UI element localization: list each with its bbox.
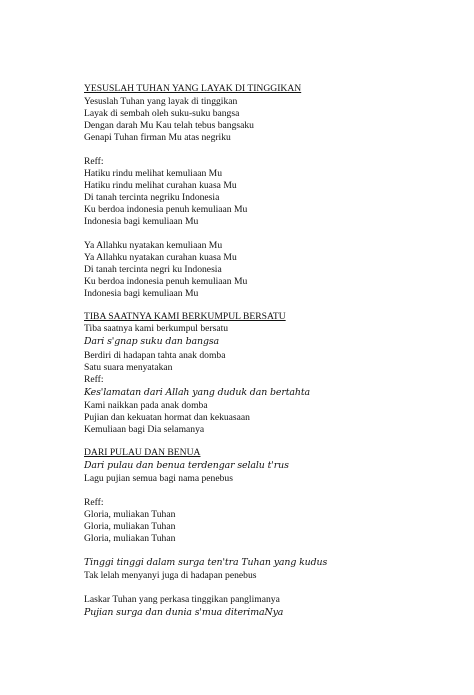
lyric-line: Pujian dan kekuatan hormat dan kekuasaan (84, 412, 250, 423)
lyric-line: Berdiri di hadapan tahta anak domba (84, 350, 226, 361)
lyric-line: Tak lelah menyanyi juga di hadapan penebus (84, 570, 257, 581)
lyric-line: Dari pulau dan benua terdengar selalu t'rus (84, 460, 289, 471)
lyric-line: Pujian surga dan dunia s'mua diterimaNya (84, 607, 284, 618)
song-title: YESUSLAH TUHAN YANG LAYAK DI TINGGIKAN (84, 83, 302, 94)
lyric-line: Tiba saatnya kami berkumpul bersatu (84, 323, 229, 334)
lyric-line: Gloria, muliakan Tuhan (84, 509, 176, 520)
lyric-line: Ya Allahku nyatakan kemuliaan Mu (84, 240, 223, 251)
lyric-line: Ku berdoa indonesia penuh kemuliaan Mu (84, 276, 248, 287)
lyric-line: Kes'lamatan dari Allah yang duduk dan bertahta (84, 387, 310, 398)
lyric-line: Satu suara menyatakan (84, 362, 173, 373)
song-title: DARI PULAU DAN BENUA (84, 447, 201, 458)
lyric-line: Dengan darah Mu Kau telah tebus bangsaku (84, 120, 254, 131)
lyric-line: Indonesia bagi kemuliaan Mu (84, 288, 199, 299)
lyric-line: Kami naikkan pada anak domba (84, 400, 208, 411)
lyric-line: Hatiku rindu melihat curahan kuasa Mu (84, 180, 237, 191)
reff-label: Reff: (84, 374, 104, 385)
lyric-line: Yesuslah Tuhan yang layak di tinggikan (84, 96, 238, 107)
lyric-line: Lagu pujian semua bagi nama penebus (84, 473, 233, 484)
lyric-line: Kemuliaan bagi Dia selamanya (84, 424, 205, 435)
lyric-line: Layak di sembah oleh suku-suku bangsa (84, 108, 240, 119)
reff-label: Reff: (84, 497, 104, 508)
reff-label: Reff: (84, 156, 104, 167)
lyric-line: Genapi Tuhan firman Mu atas negriku (84, 132, 231, 143)
lyric-line: Di tanah tercinta negri ku Indonesia (84, 264, 222, 275)
lyric-line: Gloria, muliakan Tuhan (84, 533, 176, 544)
lyric-line: Indonesia bagi kemuliaan Mu (84, 216, 199, 227)
lyric-line: Ya Allahku nyatakan curahan kuasa Mu (84, 252, 237, 263)
lyric-line: Di tanah tercinta negriku Indonesia (84, 192, 220, 203)
lyric-line: Gloria, muliakan Tuhan (84, 521, 176, 532)
song-title: TIBA SAATNYA KAMI BERKUMPUL BERSATU (84, 311, 286, 322)
lyric-line: Dari s'gnap suku dan bangsa (84, 336, 220, 347)
lyric-line: Hatiku rindu melihat kemuliaan Mu (84, 168, 223, 179)
lyric-line: Laskar Tuhan yang perkasa tinggikan panglimanya (84, 594, 280, 605)
lyric-line: Ku berdoa indonesia penuh kemuliaan Mu (84, 204, 248, 215)
lyric-line: Tinggi tinggi dalam surga ten'tra Tuhan yang kudus (84, 557, 328, 568)
